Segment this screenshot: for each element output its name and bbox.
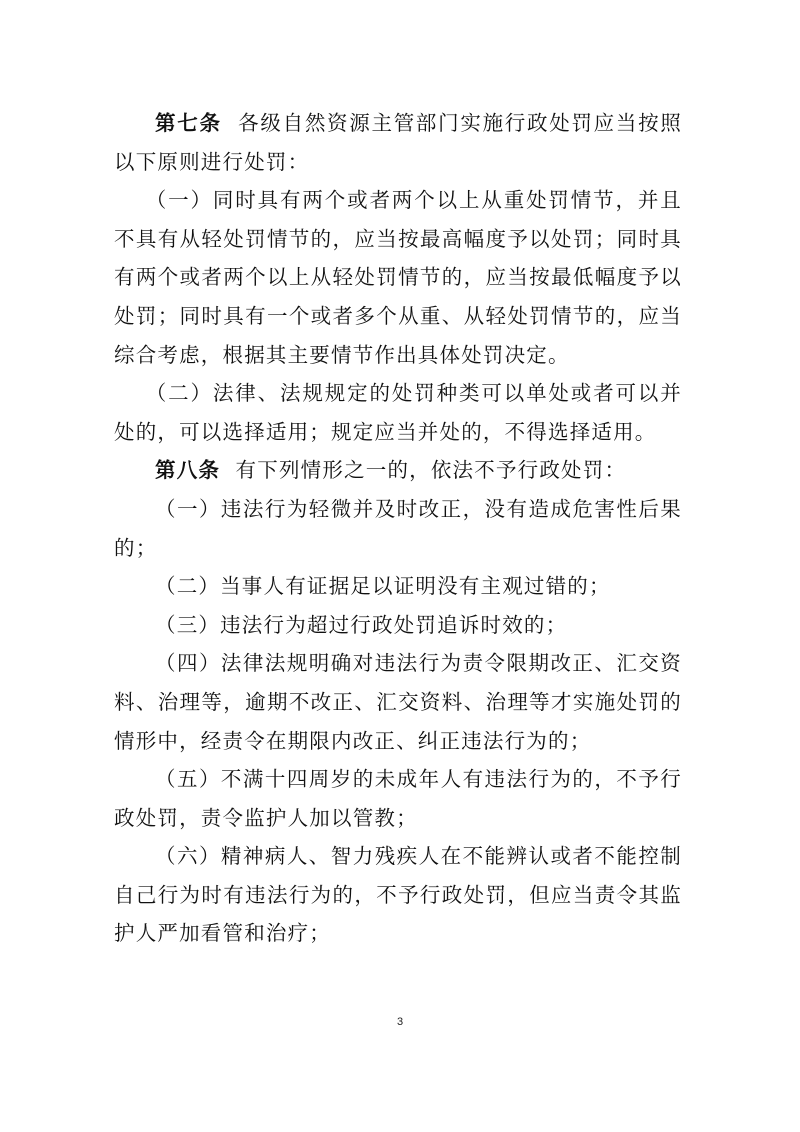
article-8-item-4: （四）法律法规明确对违法行为责令限期改正、汇交资料、治理等，逾期不改正、汇交资料、治理等才实施处罚的情形中，经责令在期限内改正、纠正违法行为的； (114, 651, 682, 753)
article-7-heading: 第七条 (155, 111, 222, 135)
article-8-item-2: （二）当事人有证据足以证明没有主观过错的； (155, 574, 611, 599)
article-8-item-3: （三）违法行为超过行政处罚追诉时效的； (155, 612, 568, 637)
article-8-intro-text: 有下列情形之一的，依法不予行政处罚： (235, 458, 627, 483)
article-7-intro (114, 104, 682, 181)
article-8-item-6: （六）精神病人、智力残疾人在不能辨认或者不能控制自己行为时有违法行为的，不予行政处罚，但应当责令其监护人严加看管和治疗； (114, 844, 682, 946)
document-body (114, 104, 682, 953)
article-8-item-5: （五）不满十四周岁的未成年人有违法行为的，不予行政处罚，责令监护人加以管教； (114, 767, 682, 830)
article-8-intro (114, 451, 682, 490)
article-8-item-1: （一）违法行为轻微并及时改正，没有造成危害性后果的； (114, 496, 682, 560)
article-7-intro-text: 各级自然资源主管部门实施行政处罚应当按照以下原则进行处罚： (114, 111, 683, 174)
page-number: 3 (396, 1016, 404, 1028)
article-7-item-1: （一）同时具有两个或者两个以上从重处罚情节，并且不具有从轻处罚情节的，应当按最高幅度予以处罚；同时具有两个或者两个以上从轻处罚情节的，应当按最低幅度予以处罚；同时具有一个或者多个从重、从轻处罚情节的，应当综合考虑，根据其主要情节作出具体处罚决定。 (114, 188, 682, 367)
article-7-item-2: （二）法律、法规规定的处罚种类可以单处或者可以并处的，可以选择适用；规定应当并处的，不得选择适用。 (114, 381, 682, 444)
article-8-heading: 第八条 (155, 458, 221, 483)
